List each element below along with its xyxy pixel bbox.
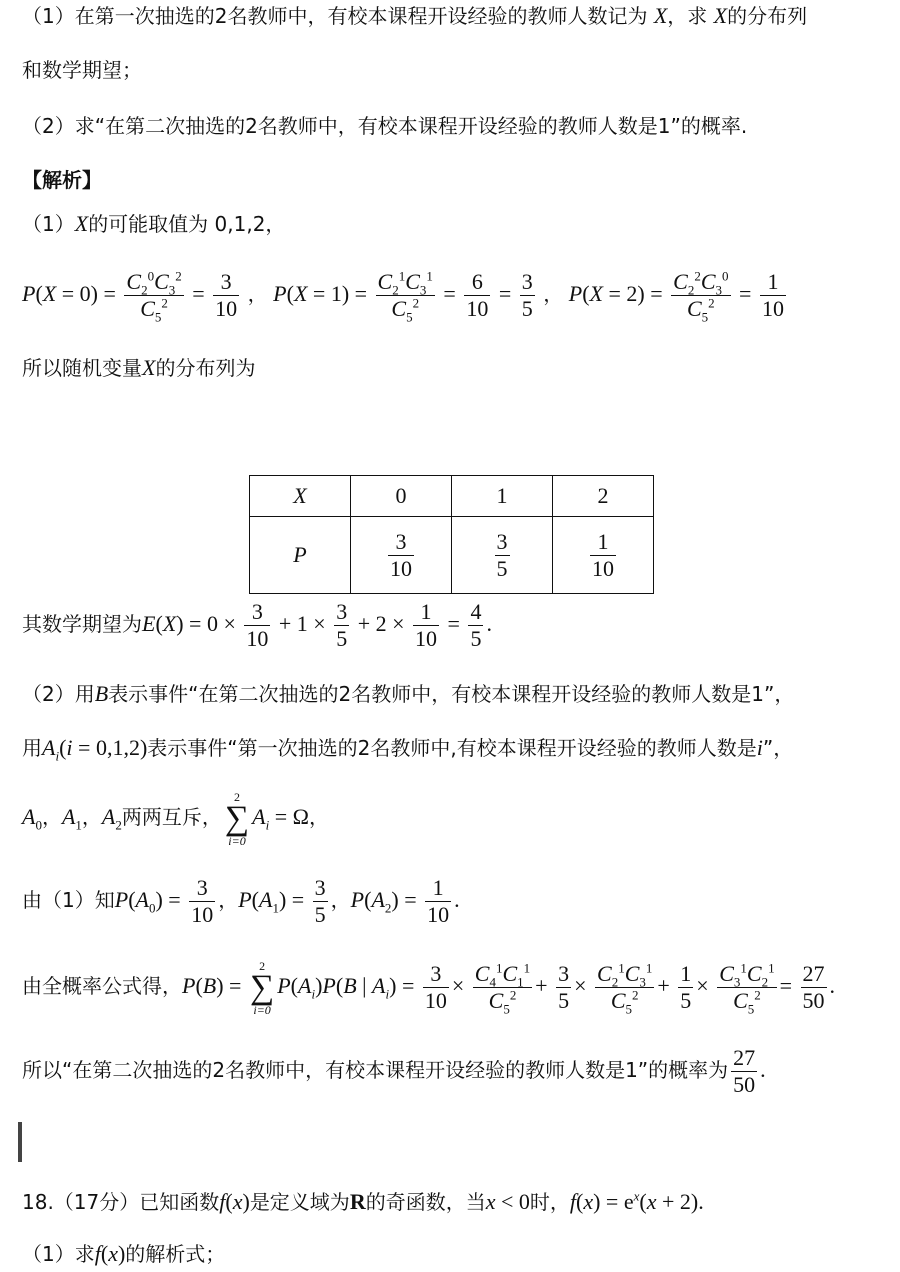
- table-cell-p0: $\frac{3}{10}$: [351, 517, 452, 594]
- solution-label: 【解析】: [22, 168, 102, 192]
- solution-1-values: （1）X的可能取值为 0,1,2，: [22, 211, 286, 236]
- fraction-p2-comb: $\frac{C_2^2C_3^0}{C_5^2}$: [673, 269, 729, 325]
- table-header-x: X: [250, 476, 351, 517]
- fraction-p0-comb: $\frac{C_2^0C_3^2}{C_5^2}$: [126, 269, 182, 325]
- table-header-2: 2: [553, 476, 654, 517]
- distribution-intro: 所以随机变量X的分布列为: [22, 355, 256, 380]
- distribution-table: [249, 475, 654, 594]
- question-1-line: （1）在第一次抽选的2名教师中，有校本课程开设经验的教师人数记为 X，求 X的分布列: [22, 3, 808, 28]
- table-header-0: 0: [351, 476, 452, 517]
- question-2-line: （2）求“在第二次抽选的2名教师中，有校本课程开设经验的教师人数是1”的概率.: [22, 114, 748, 138]
- solution-2-line-3: $A_0$，$A_1$，$A_2$两两互斥， 2 ∑ i=0 $A_i = \Omega$，: [22, 789, 329, 848]
- table-cell-p2: $\frac{1}{10}$: [553, 517, 654, 594]
- total-probability-line: 由全概率公式得，P(B) = 2 ∑ i=0 $P(A_i)P(B$ | $A_i$) = $\frac{3}{10}$ × $\frac{C_4^1C_1^1}{C_5^2}$ + $\frac{3}{5}$ × $\frac{C_2^1C_3^1}{C_5^2}$ + $\frac{1}{5}$ × $\frac{C_3^1C_2^1}{C_5^2}$ = $\frac{27}{50}$ .: [22, 958, 836, 1017]
- margin-mark: [18, 1122, 22, 1162]
- solution-2-line-4: 由（1）知$P(A_0)$ = $\frac{3}{10}$ ，$P(A_1)$ = $\frac{3}{5}$ ，$P(A_2)$ = $\frac{1}{10}$ .: [22, 875, 460, 928]
- table-row-label: P: [250, 517, 351, 594]
- expectation-line: 其数学期望为E(X) = 0 × $\frac{3}{10}$ + 1 × $\frac{3}{5}$ + 2 × $\frac{1}{10}$ = $\frac{4}{5}$ .: [22, 599, 492, 652]
- fraction-p1-comb: $\frac{C_2^1C_3^1}{C_5^2}$: [377, 269, 433, 325]
- question-1-line-2: 和数学期望；: [22, 58, 142, 82]
- question-18-sub-1: （1）求f(x)的解析式；: [22, 1241, 226, 1266]
- table-header-1: 1: [452, 476, 553, 517]
- solution-2-conclusion: 所以“在第二次抽选的2名教师中，有校本课程开设经验的教师人数是1”的概率为 $\frac{27}{50}$ .: [22, 1045, 766, 1097]
- solution-2-line-2: 用$A_i(i = 0,1,2)$表示事件“第一次抽选的2名教师中,有校本课程开设经验的教师人数是i”，: [22, 735, 794, 764]
- question-18-line: 18.（17分）已知函数f(x)是定义域为R的奇函数，当x < 0时，$f(x) = e^x(x + 2)$.: [22, 1188, 704, 1214]
- table-cell-p1: $\frac{3}{5}$: [452, 517, 553, 594]
- solution-2-line-1: （2）用B表示事件“在第二次抽选的2名教师中，有校本课程开设经验的教师人数是1”，: [22, 681, 795, 706]
- probability-formulas: P(X = 0) = $\frac{C_2^0C_3^2}{C_5^2}$ = $\frac{3}{10}$ ， P(X = 1) = $\frac{C_2^1C_3^1}{C_5^2}$ = $\frac{6}{10}$ = $\frac{3}{5}$ ， P(X = 2) = $\frac{C_2^2C_3^0}{C_5^2}$ = $\frac{1}{10}$: [22, 269, 784, 325]
